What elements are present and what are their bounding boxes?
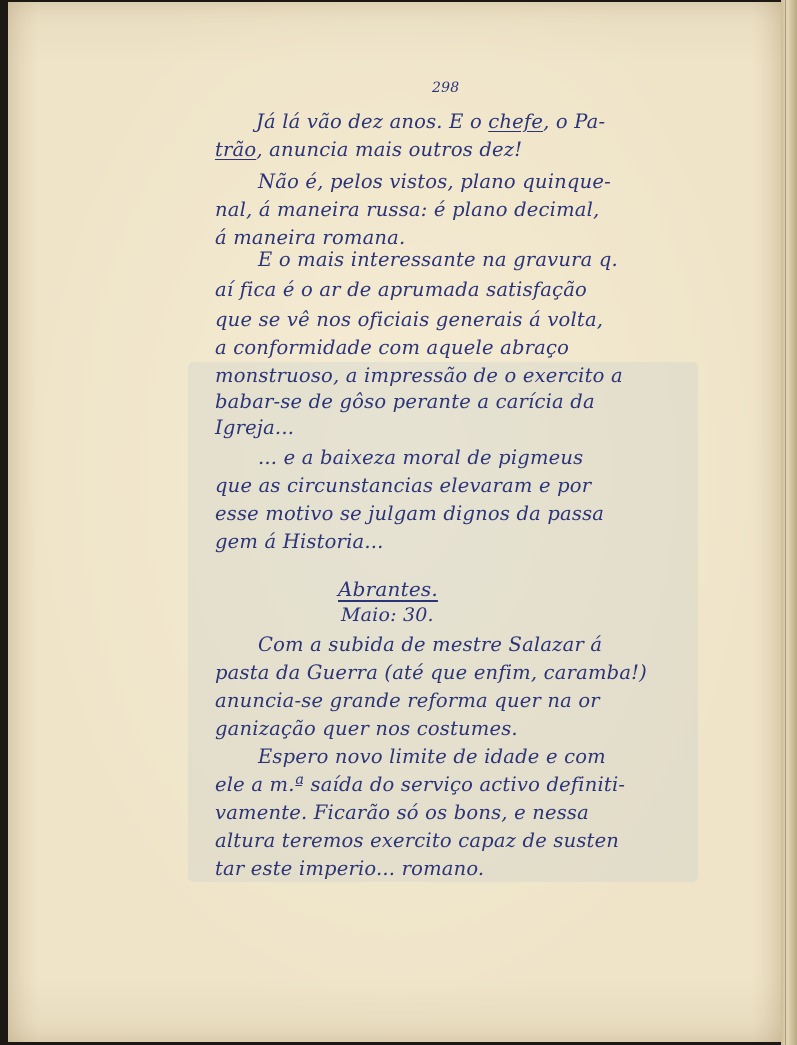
text-line: ele a m.ª saída do serviço activo definiti- <box>215 773 626 796</box>
text-line: Espero novo limite de idade e com <box>258 745 606 768</box>
text-line: á maneira romana. <box>215 226 406 249</box>
text-line: pasta da Guerra (até que enfim, caramba!) <box>215 661 647 684</box>
text-line: trão, anuncia mais outros dez! <box>215 138 523 161</box>
text-line: altura teremos exercito capaz de susten <box>215 829 620 852</box>
text-line: esse motivo se julgam dignos da passa <box>215 502 605 525</box>
text-line: tar este imperio... romano. <box>215 857 485 880</box>
text-line: anuncia-se grande reforma quer na or <box>215 689 600 712</box>
page-number: 298 <box>432 80 460 96</box>
text-line: nal, á maneira russa: é plano decimal, <box>215 198 600 221</box>
text-line: aí fica é o ar de aprumada satisfação <box>215 278 587 301</box>
text-line: Já lá vão dez anos. E o chefe, o Pa- <box>256 110 606 133</box>
text-line: Igreja... <box>215 416 295 439</box>
text-line: Com a subida de mestre Salazar á <box>258 633 603 656</box>
text-line: a conformidade com aquele abraço <box>215 336 570 359</box>
text-line: que se vê nos oficiais generais á volta, <box>215 308 604 331</box>
text-line: vamente. Ficarão só os bons, e nessa <box>215 801 589 824</box>
section-title: Abrantes. <box>338 577 438 601</box>
manuscript-page <box>8 2 783 1042</box>
text-line: que as circunstancias elevaram e por <box>215 474 592 497</box>
text-line: gem á Historia... <box>215 530 384 553</box>
text-line: monstruoso, a impressão de o exercito a <box>215 364 623 387</box>
adjacent-page-edge <box>781 0 797 1045</box>
text-line: ganização quer nos costumes. <box>215 717 518 740</box>
text-line: ... e a baixeza moral de pigmeus <box>258 446 584 469</box>
text-line: E o mais interessante na gravura q. <box>258 248 618 271</box>
section-date: Maio: 30. <box>341 604 434 626</box>
text-line: Não é, pelos vistos, plano quinque- <box>258 170 611 193</box>
text-line: babar-se de gôso perante a carícia da <box>215 390 595 413</box>
